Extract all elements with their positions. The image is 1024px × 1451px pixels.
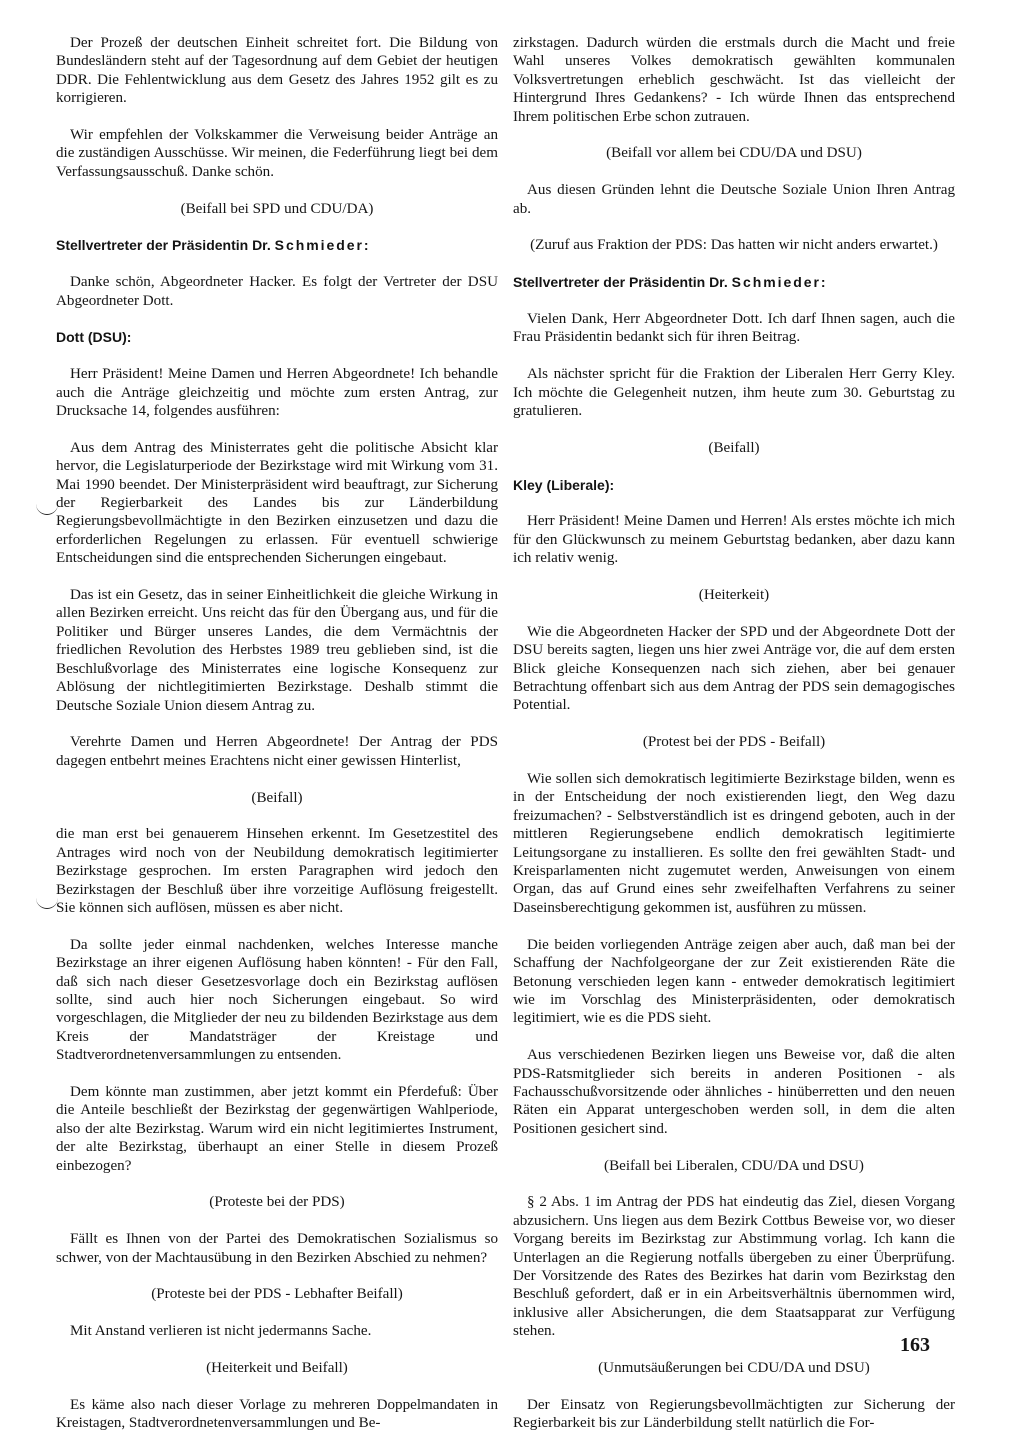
paragraph: Aus diesen Gründen lehnt die Deutsche Soziale Union Ihren Antrag ab. [513,182,955,217]
speaker-surname: Schmieder: [731,274,828,291]
paragraph: Wie die Abgeordneten Hacker der SPD und der Abgeordnete Dott der DSU bereits sagten, liegen uns hier zwei Anträge vor, die auf dem ersten Blick gleiche Konsequenzen nach sich ziehen, aber bei genauer Betrachtung offenbart sich aus dem Antrag der PDS sein demagogisches Potential. [513,623,955,714]
paragraph: Mit Anstand verlieren ist nicht jedermanns Sache. [70,1323,372,1340]
paragraph: zirkstagen. Dadurch würden die erstmals durch die Macht und freie Wahl unseres Volkes demokratisch gewählten kommunalen Volksvertretungen erheblich geschwächt. Ist das vielleicht der Hintergrund Ihres Gedankens? - Ich würde Ihnen das entsprechend Ihrem politischen Erbe schon zutrauen. [513,35,955,125]
paragraph: Danke schön, Abgeordneter Hacker. Es folgt der Vertreter der DSU Abgeordneter Dott. [56,274,498,309]
speaker-heading [56,236,498,254]
interjection: (Beifall bei SPD und CDU/DA) [180,200,374,217]
paragraph: Dem könnte man zustimmen, aber jetzt kommt ein Pferdefuß: Über die Anteile beschließt der Bezirkstag der gegenwärtigen Wahlperiode, also der alte Bezirkstag. Warum wird ein nicht legitimiertes Instrument, der alte Bezirkstag, überhaupt an einer Stelle in diesem Prozeß einbezogen? [56,1083,498,1174]
paragraph: Als nächster spricht für die Fraktion der Liberalen Herr Gerry Kley. Ich möchte die Gelegenheit nutzen, ihm heute zum 30. Geburtstag zu gratulieren. [513,366,955,420]
left-text-column [56,34,498,1451]
interjection: (Zuruf aus Fraktion der PDS: Das hatten wir nicht anders erwartet.) [530,237,938,254]
paragraph: Fällt es Ihnen von der Partei des Demokratischen Sozialismus so schwer, von der Machtausübung in den Bezirken Abschied zu nehmen? [56,1231,498,1266]
margin-mark [36,504,58,515]
paragraph: Herr Präsident! Meine Damen und Herren Abgeordnete! Ich behandle auch die Anträge gleichzeitig und möchte zum ersten Antrag, zur Drucksache 14, folgendes ausführen: [56,366,498,420]
paragraph: Die beiden vorliegenden Anträge zeigen aber auch, daß man bei der Schaffung der Nachfolgeorgane der zur Zeit existierenden Räte die Betonung verschieden legen kann - entweder demokratisch legitimiert wie im Vorschlag des Ministerpräsidenten, oder demokratisch legitimiert, wie es die PDS sieht. [513,936,955,1027]
paragraph: Wir empfehlen der Volkskammer die Verweisung beider Anträge an die zuständigen Ausschüsse. Wir meinen, die Federführung liegt bei dem Verfassungsausschuß. Danke schön. [56,127,498,180]
paragraph: Da sollte jeder einmal nachdenken, welches Interesse manche Bezirkstage an ihrer eigenen Auflösung haben könnten! - Für den Fall, daß sich nach dieser Gesetzesvorlage doch ein Bezirkstag auflösen sollte, sind auch hier noch Sicherungen eingebaut. So wird vorgeschlagen, die Mitglieder der neu zu bildenden Bezirkstage aus dem Kreis der Mandatsträger der Kreistage und Stadtverordnetenversammlungen zu entsenden. [56,936,498,1064]
margin-mark [36,898,58,909]
paragraph: Das ist ein Gesetz, das in seiner Einheitlichkeit die gleiche Wirkung in allen Bezirken erreicht. Uns reicht das für den Übergang aus, und für die Politiker und Bürger unseres Landes, die dem Vermächtnis der friedlichen Revolution des Herbstes 1989 treu geblieben sind, ist die Beschlußvorlage des Ministerrates eine logische Konsequenz zur Ablösung der nichtlegitimierten Bezirkstage. Deshalb stimmt die Deutsche Soziale Union diesem Antrag zu. [56,587,498,714]
speaker-heading [513,476,955,494]
interjection: (Beifall) [251,789,303,806]
right-text-column [513,34,955,1451]
interjection: (Beifall vor allem bei CDU/DA und DSU) [606,145,862,162]
interjection: (Proteste bei der PDS) [209,1194,345,1211]
paragraph: Es käme also nach dieser Vorlage zu mehreren Doppelmandaten in Kreistagen, Stadtverordnetenversammlungen und Be- [56,1396,498,1432]
interjection: (Heiterkeit und Beifall) [206,1359,348,1376]
paragraph: Aus verschiedenen Bezirken liegen uns Beweise vor, daß die alten PDS-Ratsmitglieder sich bereits in anderen Positionen - als Fachausschußvorsitzende oder ähnliches - hinüberretten und den neuen Räten ein Apparat untergeschoben werden soll, in dem die alten Positionen gesichert sind. [513,1047,955,1137]
interjection: (Protest bei der PDS - Beifall) [642,734,826,751]
interjection: (Beifall) [708,439,760,456]
interjection: (Proteste bei der PDS - Lebhafter Beifall) [151,1286,403,1303]
interjection: (Unmutsäußerungen bei CDU/DA und DSU) [598,1359,870,1376]
speaker-name: Dott (DSU): [56,329,132,346]
speaker-name: Stellvertreter der Präsidentin Dr. [513,274,728,291]
speaker-heading [513,273,955,291]
paragraph: Der Prozeß der deutschen Einheit schreitet fort. Die Bildung von Bundesländern steht auf der Tagesordnung auf dem Gebiet der heutigen DDR. Die Fehlentwicklung aus dem Gesetz des Jahres 1952 gilt es zu korrigieren. [56,35,498,107]
paragraph: Wie sollen sich demokratisch legitimierte Bezirkstage bilden, wenn es in der Entscheidung der noch existierenden liegt, den Weg dazu freizumachen? - Selbstverständlich ist es dringend geboten, auch in der mittleren Regierungsebene endlich demokratisch legitimierte Leitungsorgane zu installieren. Es sollte den frei gewählten Stadt- und Kreisparlamenten nicht zugemutet werden, Anweisungen von einem Organ, das auf Grund eines sehr zweifelhaften Verfahrens zu seiner Daseinsberechtigung gekommen ist, ausführen zu müssen. [513,771,955,916]
paragraph: Aus dem Antrag des Ministerrates geht die politische Absicht klar hervor, die Legislaturperiode der Bezirkstage wird mit Wirkung vom 31. Mai 1990 beendet. Der Ministerpräsident wird beauftragt, zur Sicherung der Regierbarkeit des Landes bis zur Länderbildung Regierungsbevollmächtigte in den Bezirken einzusetzen und dazu die erforderlichen Regelungen zu erlassen. Für eventuell schwierige Entscheidungen sind die entsprechenden Sicherungen eingebaut. [56,439,498,567]
paragraph: Der Einsatz von Regierungsbevollmächtigten zur Sicherung der Regierbarkeit bis zur Länderbildung stellt natürlich die For- [513,1396,955,1432]
speaker-surname: Schmieder: [274,237,371,254]
paragraph: Verehrte Damen und Herren Abgeordnete! Der Antrag der PDS dagegen entbehrt meines Erachtens nicht einer gewissen Hinterlist, [56,734,498,769]
paragraph: Vielen Dank, Herr Abgeordneter Dott. Ich darf Ihnen sagen, auch die Frau Präsidentin bedankt sich für ihren Beitrag. [513,311,955,346]
interjection: (Beifall bei Liberalen, CDU/DA und DSU) [604,1157,864,1174]
paragraph: die man erst bei genauerem Hinsehen erkennt. Im Gesetzestitel des Antrages wird noch von der Neubildung demokratisch legitimierter Bezirkstage gesprochen. Im ersten Paragraphen wird jedoch den Bezirkstagen der Beschluß über ihre vorzeitige Auflösung freigestellt. Sie können sich auflösen, müssen es aber nicht. [56,826,498,916]
paragraph: Herr Präsident! Meine Damen und Herren! Als erstes möchte ich mich für den Glückwunsch zu meinem Geburtstag bedanken, aber dazu kann ich relativ wenig. [513,513,955,567]
paragraph: § 2 Abs. 1 im Antrag der PDS hat eindeutig das Ziel, diesen Vorgang abzusichern. Uns liegen aus dem Bezirk Cottbus Beweise vor, wo dieser Vorgang bereits im Bezirkstag zur Abstimmung vorlag. Ich kann die Unterlagen an die Regierung notfalls übergeben zu einer Überprüfung. Der Vorsitzende des Rates des Bezirkes hat darin vom Bezirkstag den Beschluß gefordert, daß er in ein Arbeitsverhältnis übernommen wird, inklusive aller Absicherungen, die dem Staatsapparat zur Verfügung stehen. [513,1194,955,1340]
interjection: (Heiterkeit) [698,587,770,604]
speaker-heading [56,328,498,346]
speaker-name: Kley (Liberale): [513,476,615,493]
page-number: 163 [900,1334,930,1356]
speaker-name: Stellvertreter der Präsidentin Dr. [56,237,271,254]
